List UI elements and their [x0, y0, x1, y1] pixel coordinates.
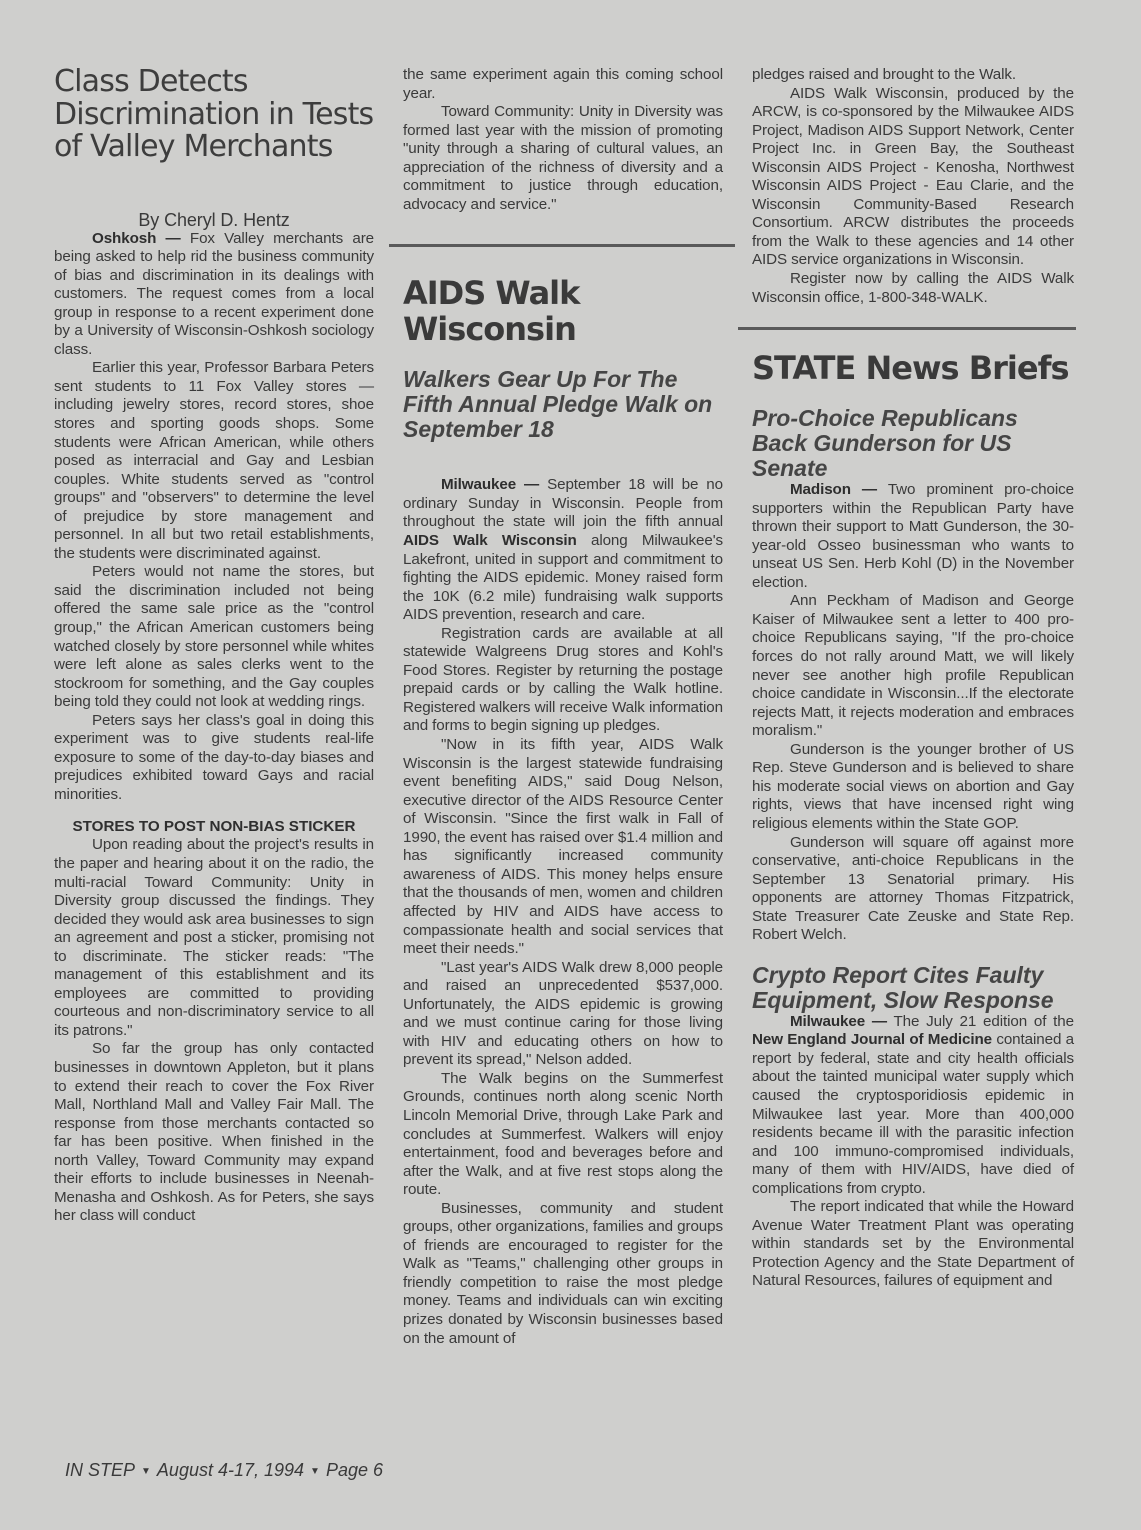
- article-paragraph: "Last year's AIDS Walk drew 8,000 people and raised an unprecedented $537,000. Unfortunately, the AIDS epidemic is growing and we must continue caring for those living with HIV and educating others on how to prevent its spread," Nelson added.: [403, 958, 723, 1069]
- page-number: Page 6: [325, 1460, 384, 1480]
- brief-paragraph: Milwaukee — The July 21 edition of the New England Journal of Medicine contained a report by federal, state and city health officials about the tainted municipal water supply which caused the cryptosporidiosis epidemic in Milwaukee last year. More than 400,000 residents became ill with the parasitic infection and 100 immuno-compromised individuals, many of them with HIV/AIDS, have died of complications from crypto.: [752, 1012, 1074, 1197]
- article-paragraph: the same experiment again this coming school year.: [403, 66, 723, 102]
- article-paragraph: Upon reading about the project's results in the paper and hearing about it on the radio, the multi-racial Toward Community: Unity in Diversity group discussed the findings. They decided they would ask area businesses to sign an agreement and post a sticker, promising not to discriminate. The sticker reads: "The management of this establishment and its employees are committed to providing courteous and non-discriminatory service to all its patrons.": [54, 836, 374, 1039]
- brief-headline: Pro-Choice Republicans Back Gunderson for US Senate: [752, 405, 1018, 482]
- article-paragraph: pledges raised and brought to the Walk.: [752, 66, 1017, 83]
- column-2: [403, 66, 723, 1348]
- dateline: Madison —: [790, 481, 878, 499]
- divider-rule: [389, 244, 735, 247]
- dateline: Milwaukee —: [441, 476, 540, 494]
- brief-headline: Crypto Report Cites Faulty Equipment, Slow Response: [752, 961, 1054, 1013]
- column-1: [54, 66, 374, 1226]
- brief-paragraph: Madison — Two prominent pro-choice supporters within the Republican Party have thrown their support to Matt Gunderson, the 30-year-old Osseo businessman who wants to unseat US Sen. Herb Kohl (D) in the November election.: [752, 481, 1074, 591]
- triangle-separator-icon: ▼: [310, 1466, 320, 1477]
- article-paragraph: Peters says her class's goal in doing this experiment was to give students real-life exposure to some of the day-to-day biases and prejudices exhibited toward Gays and racial minorities.: [54, 711, 374, 803]
- dateline: Oshkosh —: [92, 229, 181, 247]
- article-paragraph: Registration cards are available at all statewide Walgreens Drug stores and Kohl's Food Stores. Register by returning the postage prepaid cards or by calling the Walk hotline. Registered walkers will receive Walk information and forms to begin signing up pledges.: [403, 624, 723, 735]
- byline: By Cheryl D. Hentz: [138, 209, 290, 230]
- section-title: STATE News Briefs: [752, 349, 1069, 388]
- article-paragraph: So far the group has only contacted businesses in downtown Appleton, but it plans to extend their reach to cover the Fox River Mall, Northland Mall and Valley Fair Mall. The response from those merchants contacted so far has been positive. When finished in the north Valley, Toward Community may expand their efforts to include businesses in Neenah-Menasha and Oshkosh. As for Peters, she says her class will conduct: [54, 1040, 374, 1225]
- brief-paragraph: Gunderson will square off against more conservative, anti-choice Republicans in the September 13 Senatorial primary. His opponents are attorney Thomas Fitzpatrick, State Treasurer Cate Zeuske and State Rep. Robert Welch.: [752, 833, 1074, 944]
- page-footer: [65, 1460, 383, 1481]
- triangle-separator-icon: ▼: [141, 1466, 151, 1477]
- brief-paragraph: Gunderson is the younger brother of US Rep. Steve Gunderson and is believed to share his moderate social views on abortion and Gay rights, views that have incensed right wing religious elements within the State GOP.: [752, 740, 1074, 832]
- article-paragraph: Milwaukee — September 18 will be no ordinary Sunday in Wisconsin. People from throughout the state will join the fifth annual AIDS Walk Wisconsin along Milwaukee's Lakefront, united in support and commitment to fighting the AIDS epidemic. Money raised form the 10K (6.2 mile) fundraising walk supports AIDS prevention, research and care.: [403, 476, 724, 624]
- article-paragraph: AIDS Walk Wisconsin, produced by the ARCW, is co-sponsored by the Milwaukee AIDS Project, Madison AIDS Support Network, Center Project Inc. in Green Bay, the Southeast Wisconsin AIDS Project - Kenosha, Northwest Wisconsin AIDS Project - Eau Clarie, and the Wisconsin Community-Based Research Consortium. ARCW distributes the proceeds from the Walk to these agencies and 14 other AIDS service organizations in Wisconsin.: [752, 84, 1074, 269]
- dateline: Milwaukee —: [790, 1012, 887, 1030]
- article-paragraph: Oshkosh — Fox Valley merchants are being asked to help rid the business community of bias and discrimination in its dealings with customers. The request comes from a local group in response to a recent experiment done by a University of Wisconsin-Oshkosh sociology class.: [54, 229, 374, 358]
- article-paragraph: Peters would not name the stores, but said the discrimination included not being offered the same sale price as the "control group," the African American customers being watched closely by store personnel while whites were left alone as sales clerks went to the stockroom for something, and the Gay couples being told they could not look at wedding rings.: [54, 563, 374, 711]
- brief-paragraph: The report indicated that while the Howard Avenue Water Treatment Plant was operating within standards set by the Environmental Protection Agency and the State Department of Natural Resources, failures of equipment and: [752, 1198, 1074, 1290]
- divider-rule: [738, 327, 1076, 330]
- issue-date: August 4-17, 1994: [156, 1460, 305, 1480]
- brief-paragraph: Ann Peckham of Madison and George Kaiser of Milwaukee sent a letter to 400 pro-choice Republicans saying, "If the pro-choice forces do not rally around Matt, we will likely never see another high profile Republican choice candidate in Wisconsin...If the electorate rejects Matt, it rejects moderation and embraces moralism.": [752, 592, 1074, 740]
- subheading: STORES TO POST NON-BIAS STICKER: [72, 818, 356, 836]
- column-3: [752, 66, 1074, 1291]
- publication-name: IN STEP: [65, 1460, 136, 1480]
- article-paragraph: Earlier this year, Professor Barbara Peters sent students to 11 Fox Valley stores — including jewelry stores, record stores, shoe stores and sporting goods shops. Some students were African American, while others posed as interracial and Gay and Lesbian couples. White students served as "control groups" and "observers" to determine the level of prejudice by store management and personnel. In all but two retail establishments, the students were discriminated against.: [54, 359, 374, 562]
- article-paragraph: Toward Community: Unity in Diversity was formed last year with the mission of promoting "unity through a sharing of cultural values, an appreciation of the richness of diversity and a commitment to justice through education, advocacy and service.": [403, 103, 723, 213]
- article-headline: Class Detects Discrimination in Tests of Valley Merchants: [54, 64, 374, 164]
- article-paragraph: Businesses, community and student groups, other organizations, families and groups of friends are encouraged to register for the Walk as "Teams," challenging other groups in friendly competition to raise the most pledge money. Teams and individuals can win exciting prizes donated by Wisconsin businesses based on the amount of: [403, 1199, 723, 1347]
- section-title: AIDS Walk Wisconsin: [403, 274, 580, 349]
- article-paragraph: The Walk begins on the Summerfest Grounds, continues north along scenic North Lincoln Memorial Drive, through Lake Park and concludes at Summerfest. Walkers will enjoy entertainment, food and beverages before and after the Walk, and at five rest stops along the route.: [403, 1069, 723, 1199]
- article-deck: Walkers Gear Up For The Fifth Annual Pledge Walk on September 18: [403, 366, 713, 443]
- article-paragraph: "Now in its fifth year, AIDS Walk Wisconsin is the largest statewide fundraising event benefiting AIDS," said Doug Nelson, executive director of the AIDS Resource Center of Wisconsin. "Since the first walk in Fall of 1990, the event has raised over $1.4 million and has significantly increased community awareness of AIDS. This money helps ensure that the thousands of men, women and children affected by HIV and AIDS have access to compassionate health and social services that meet their needs.": [403, 736, 723, 958]
- article-paragraph: Register now by calling the AIDS Walk Wisconsin office, 1-800-348-WALK.: [752, 270, 1074, 306]
